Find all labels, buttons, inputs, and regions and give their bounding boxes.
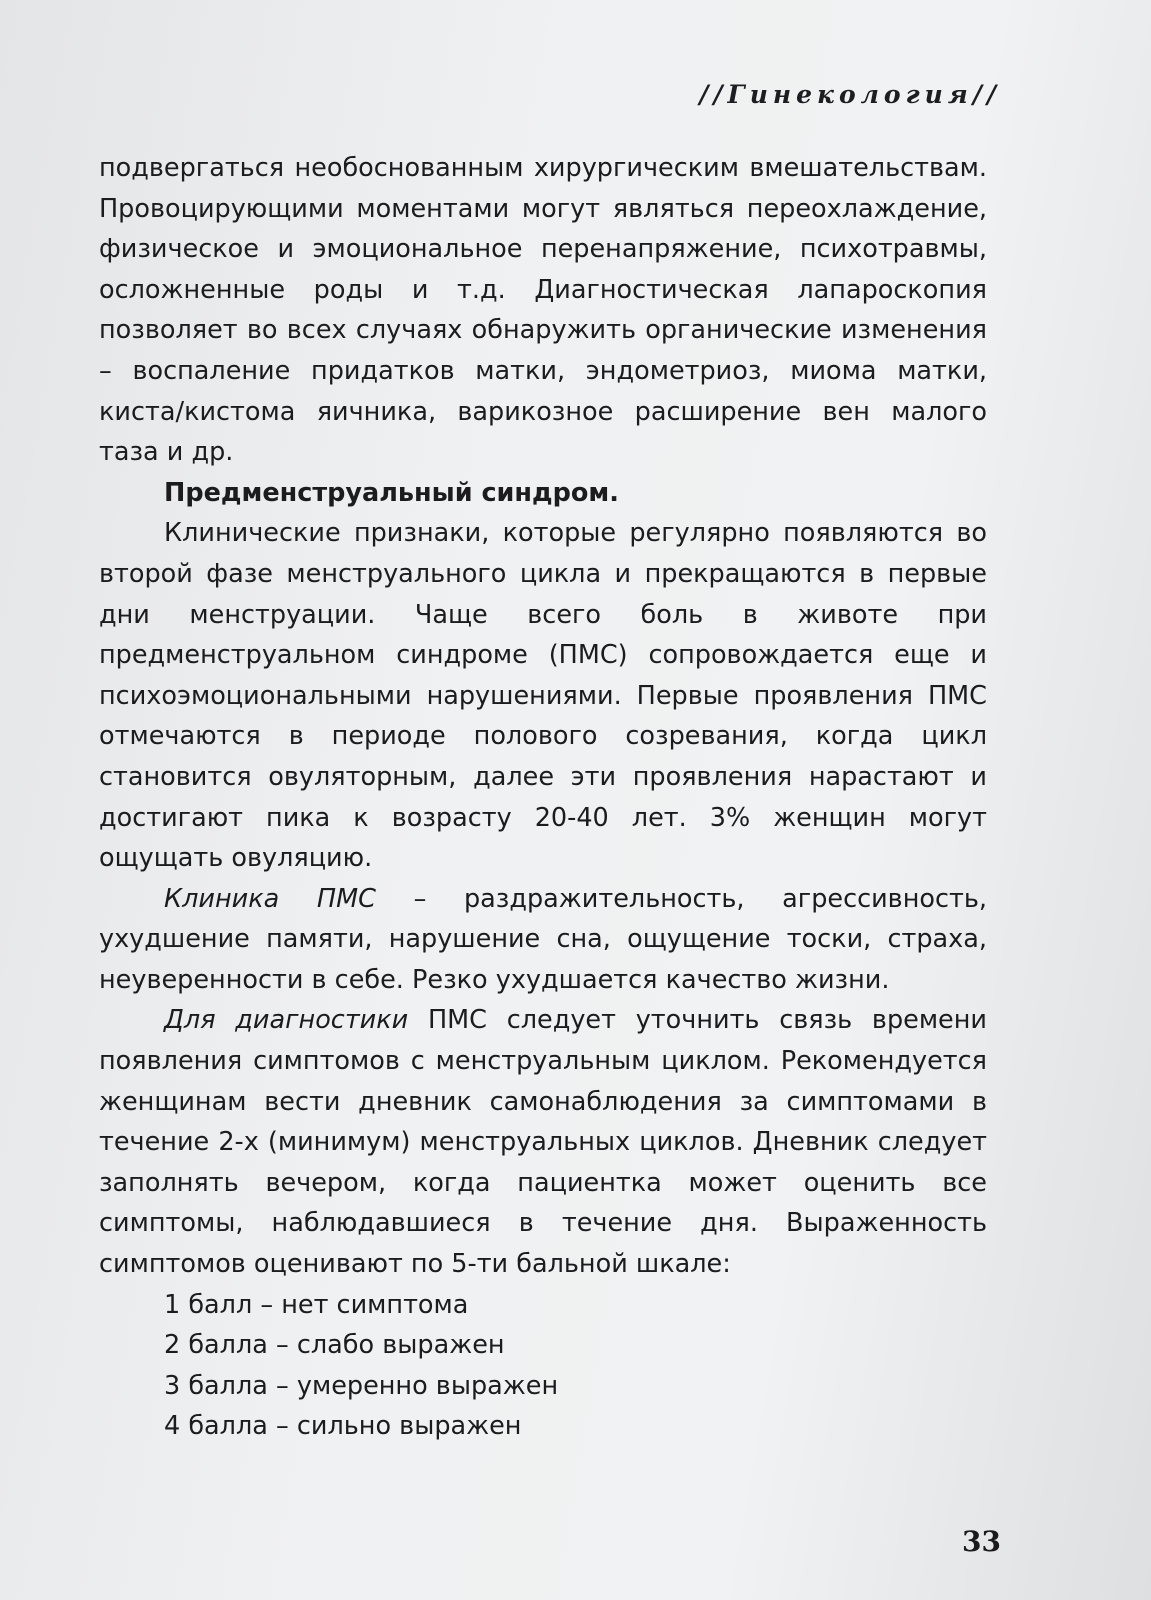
- clinic-text: – раздражительность, агрессивность, ухудшение памяти, нарушение сна, ощущение тоски, страха, неуверенности в себе. Резко ухудшается качество жизни.: [99, 883, 987, 995]
- clinic-lead: Клиника ПМС: [164, 883, 376, 914]
- list-item: 2 балла – слабо выражен: [164, 1330, 505, 1361]
- paragraph-pms-diagnostics: [99, 1000, 987, 1284]
- paragraph-pms-signs: Клинические признаки, которые регулярно появляются во второй фазе менструального цикла и прекращаются в первые дни менструации. Чаще всего боль в животе при предменструальном синдроме (ПМС) сопровождается еще и психоэмоциональными нарушениями. Первые проявления ПМС отмечаются в периоде полового созревания, когда цикл становится овуляторным, далее эти проявления нарастают и достигают пика к возрасту 20-40 лет. 3% женщин могут ощущать овуляцию.: [99, 518, 987, 874]
- paragraph-pms-clinic: [99, 879, 987, 1001]
- section-heading-pms: Предменструальный синдром.: [164, 477, 619, 508]
- page-body: [99, 148, 987, 1447]
- diagnostics-text: ПМС следует уточнить связь времени появления симптомов с менструальным циклом. Рекомендуется женщинам вести дневник самонаблюдения за симптомами в течение 2-х (минимум) менструальных циклов. Дневник следует заполнять вечером, когда пациентка может оценить все симптомы, наблюдавшиеся в течение дня. Выраженность симптомов оценивают по 5-ти бальной шкале:: [99, 1005, 987, 1280]
- diagnostics-lead: Для диагностики: [164, 1005, 409, 1036]
- page-number: 33: [962, 1525, 1001, 1558]
- list-item: 1 балл – нет симптома: [164, 1289, 469, 1320]
- list-item: 3 балла – умеренно выражен: [164, 1370, 559, 1401]
- running-header: //Гинекология//: [699, 80, 1001, 109]
- symptom-scale-list: [99, 1285, 987, 1447]
- paragraph-surgery-causes: подвергаться необоснованным хирургическим вмешательствам. Провоцирующими моментами могут являться переохлаждение, физическое и эмоциональное перенапряжение, психотравмы, осложненные роды и т.д. Диагностическая лапароскопия позволяет во всех случаях обнаружить органические изменения – воспаление придатков матки, эндометриоз, миома матки, киста/кистома яичника, варикозное расширение вен малого таза и др.: [99, 153, 987, 468]
- list-item: 4 балла – сильно выражен: [164, 1411, 522, 1442]
